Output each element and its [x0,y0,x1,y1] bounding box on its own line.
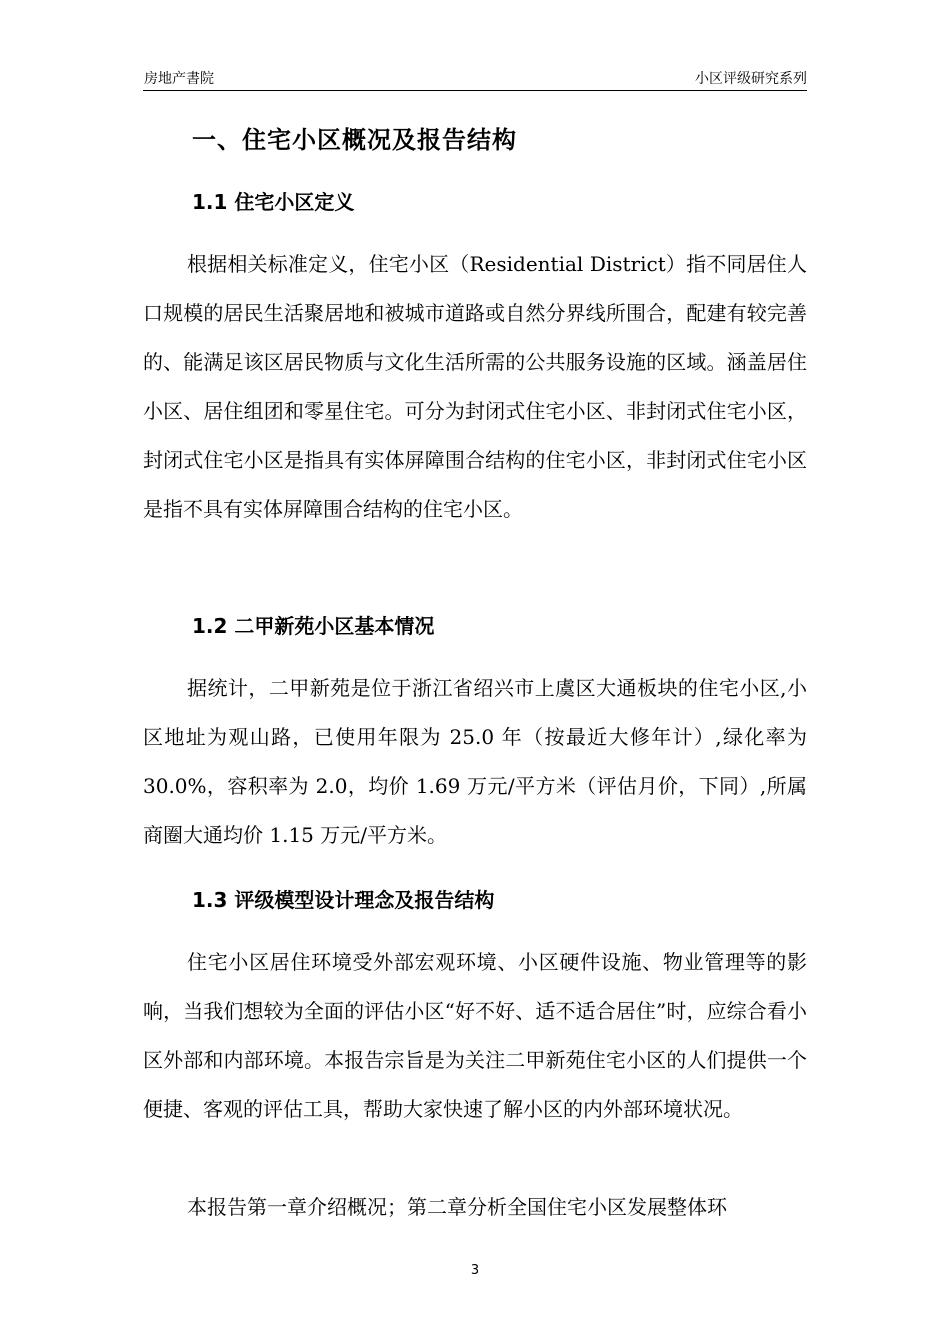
page-header [143,64,807,91]
paragraph-basic-info: 据统计，二甲新苑是位于浙江省绍兴市上虞区大通板块的住宅小区,小区地址为观山路，已使用年限为 25.0 年（按最近大修年计）,绿化率为 30.0%，容积率为 2.0，均价 1.69 万元/平方米（评估月价，下同）,所属商圈大通均价 1.15 万元/平方米。 [143,676,807,847]
section-title-1-3: 1.3 评级模型设计理念及报告结构 [192,888,495,912]
paragraph-model-concept: 住宅小区居住环境受外部宏观环境、小区硬件设施、物业管理等的影响，当我们想较为全面的评估小区“好不好、适不适合居住”时，应综合看小区外部和内部环境。本报告宗旨是为关注二甲新苑住宅小区的人们提供一个便捷、客观的评估工具，帮助大家快速了解小区的内外部环境状况。 [143,950,807,1121]
paragraph-report-structure: 本报告第一章介绍概况；第二章分析全国住宅小区发展整体环 [187,1195,727,1219]
paragraph-definition: 根据相关标准定义，住宅小区（Residential District）指不同居住人口规模的居民生活聚居地和被城市道路或自然分界线所围合，配建有较完善的、能满足该区居民物质与文化生活所需的公共服务设施的区域。涵盖居住小区、居住组团和零星住宅。可分为封闭式住宅小区、非封闭式住宅小区，封闭式住宅小区是指具有实体屏障围合结构的住宅小区，非封闭式住宅小区是指不具有实体屏障围合结构的住宅小区。 [143,252,807,521]
chapter-title: 一、住宅小区概况及报告结构 [192,126,517,154]
section-title-1-1: 1.1 住宅小区定义 [192,190,355,214]
page-number: 3 [470,1263,480,1278]
header-series-title: 小区评级研究系列 [695,71,807,87]
section-title-1-2: 1.2 二甲新苑小区基本情况 [192,614,435,638]
header-publisher: 房地产書院 [144,71,214,87]
